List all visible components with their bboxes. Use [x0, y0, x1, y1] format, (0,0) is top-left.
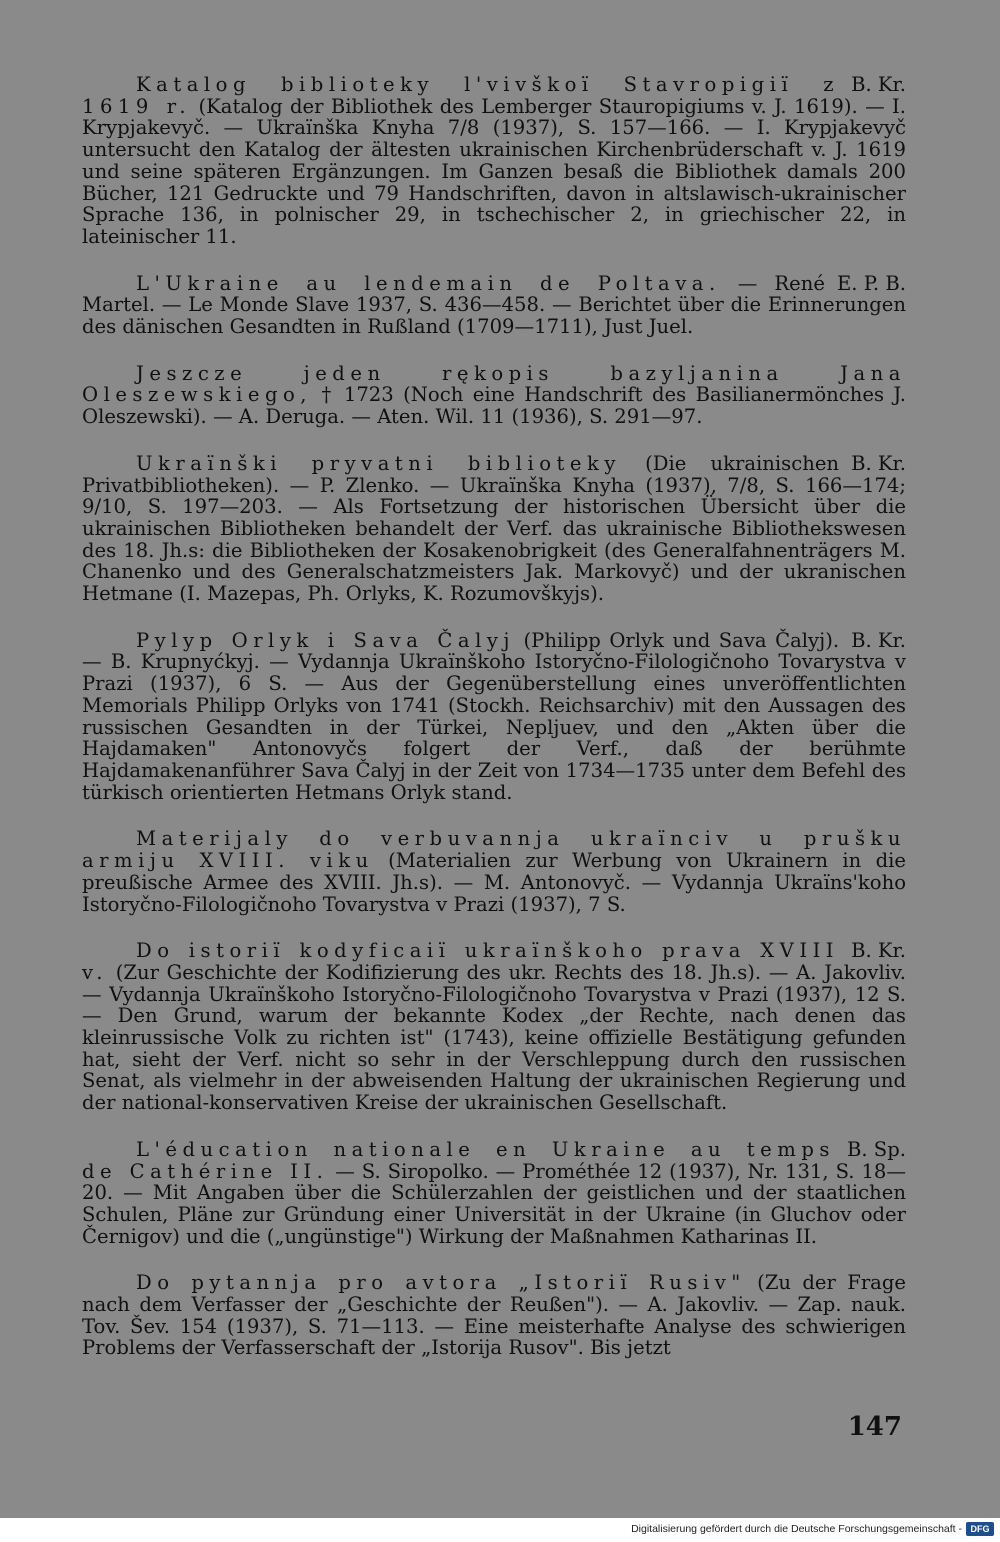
- entry-body: (Katalog der Bibliothek des Lemberger Stauropigiums v. J. 1619). — I. Krypjakevyč. — Ukraïnška Knyha 7/8 (1937), S. 157—166. — I. Krypjakevyč untersucht den Katalog der ältesten ukrainischen Kirchenbrüderschaft v. J. 1619 und seine späteren Ergänzungen. Im Ganzen besaß die Bibliothek damals 200 Bücher, 121 Gedruckte und 79 Handschriften, davon in altslawisch-ukrainischer Sprache 136, in polnischer 29, in tschechischer 2, in griechischer 22, in lateinischer 11.: [82, 94, 906, 248]
- entry-title: Jeszcze jeden rękopis bazyljanina Jana Oleszewskiego,: [82, 361, 906, 407]
- entry-signature: B. Sp.: [846, 1137, 906, 1161]
- bibliography-entry: [82, 363, 906, 428]
- entry-title: L'Ukraine au lendemain de Poltava.: [136, 271, 721, 295]
- bibliography-entry: [82, 74, 906, 248]
- entry-body: (Zur Geschichte der Kodifizierung des ukr. Rechts des 18. Jh.s). — A. Jakovliv. — Vydannja Ukraïnškoho Istoryčno-Filologičnoho Tovarystva v Prazi (1937), 12 S. — Den Grund, warum der bekannte Kodex „der Rechte, nach denen das kleinrussische Volk zu richten ist" (1743), keine offizielle Bestätigung gefunden hat, sieht der Verf. nicht so sehr in der Verschleppung durch den russischen Senat, als vielmehr in der abweisenden Haltung der ukrainischen Regierung und der national-konservativen Kreise der ukrainischen Gesellschaft.: [82, 960, 906, 1115]
- entry-body: † 1723 (Noch eine Handschrift des Basilianermönches J. Oleszewski). — A. Deruga. — Aten. Wil. 11 (1936), S. 291—97.: [82, 383, 906, 429]
- bibliography-entry: [82, 1139, 906, 1248]
- entry-signature: B. Kr.: [851, 451, 906, 475]
- entry-title: L'éducation nationale en Ukraine au temps de Cathérine II.: [82, 1137, 835, 1183]
- entry-body: (Die ukrainischen Privatbibliotheken). — P. Zlenko. — Ukraïnška Knyha (1937), 7/8, S. 166—174; 9/10, S. 197—203. — Als Fortsetzung der historischen Übersicht über die ukrainischen Bibliotheken behandelt der Verf. das ukrainische Bibliothekswesen des 18. Jh.s: die Bibliotheken der Kosakenobrigkeit (des Generalfahnenträgers M. Chanenko und des Generalschatzmeisters Jak. Markovyč) und der ukranischen Hetmane (I. Mazepas, Ph. Orlyks, K. Rozumovškyjs).: [82, 451, 906, 606]
- bibliography-column: [82, 74, 906, 1384]
- bibliography-entry: [82, 1272, 906, 1359]
- entry-body: (Philipp Orlyk und Sava Čalyj). — B. Krupnyćkyj. — Vydannja Ukraïnškoho Istoryčno-Filologičnoho Tovarystva v Prazi (1937), 6 S. — Aus der Gegenüberstellung eines unveröffentlichten Memorials Philipp Orlyks von 1741 (Stockh. Reichsarchiv) mit den Aussagen des russischen Gesandten in der Türkei, Nepljuev, und den „Akten über die Hajdamaken" Antonovyčs folgert der Verf., daß der berühmte Hajdamakenanführer Sava Čalyj in der Zeit von 1734—1735 unter dem Befehl des türkisch orientierten Hetmans Orlyk stand.: [82, 628, 906, 804]
- entry-body: — S. Siropolko. — Prométhée 12 (1937), Nr. 131, S. 18—20. — Mit Angaben über die Schülerzahlen der geistlichen und der staatlichen Schulen, Pläne zur Gründung einer Universität in der Ukraine (in Gluchov oder Černigov) und die („ungünstige") Wirkung der Maßnahmen Katharinas II.: [82, 1159, 906, 1248]
- entry-title: Materijaly do verbuvannja ukraïnciv u prušku armiju XVIII. viku: [82, 827, 906, 873]
- bibliography-entry: [82, 940, 906, 1114]
- entry-body: (Zu der Frage nach dem Verfasser der „Geschichte der Reußen"). — A. Jakovliv. — Zap. nauk. Tov. Šev. 154 (1937), S. 71—113. — Eine meisterhafte Analyse des schwierigen Problems der Verfasserschaft der „Istorija Rusov". Bis jetzt: [82, 1271, 907, 1360]
- entry-title: Do pytannja pro avtora „Istoriï Rusiv": [136, 1271, 746, 1295]
- bibliography-entry: [82, 828, 906, 915]
- page-number: 147: [847, 1412, 902, 1442]
- bibliography-entry: [82, 453, 906, 605]
- dfg-logo-icon: DFG: [966, 1522, 994, 1536]
- entry-title: Pylyp Orlyk i Sava Čalyj: [136, 628, 515, 652]
- digitization-footer: [0, 1518, 1000, 1542]
- bibliography-entry: [82, 273, 906, 338]
- entry-signature: E. P. B.: [836, 271, 906, 295]
- entry-signature: B. Kr.: [851, 628, 906, 652]
- entry-title: Ukraïnški pryvatni biblioteky: [136, 451, 621, 475]
- funding-credit: Digitalisierung gefördert durch die Deutsche Forschungsgemeinschaft -: [631, 1523, 962, 1535]
- bibliography-entry: [82, 630, 906, 804]
- entry-body: (Materialien zur Werbung von Ukrainern in die preußische Armee des XVIII. Jh.s). — M. Antonovyč. — Vydannja Ukraïns'koho Istoryčno-Filologičnoho Tovarystva v Prazi (1937), 7 S.: [82, 849, 907, 916]
- entry-signature: B. Kr.: [851, 73, 906, 96]
- entry-title: Do istoriï kodyficaiï ukraïnškoho prava XVIII v.: [82, 939, 840, 984]
- entry-body: — René Martel. — Le Monde Slave 1937, S. 436—458. — Berichtet über die Erinnerungen des dänischen Gesandten in Rußland (1709—1711), Just Juel.: [82, 271, 906, 339]
- entry-signature: B. Kr.: [851, 939, 906, 963]
- entry-title: Katalog biblioteky l'vivškoï Stavropigiï z 1619 r.: [82, 73, 840, 118]
